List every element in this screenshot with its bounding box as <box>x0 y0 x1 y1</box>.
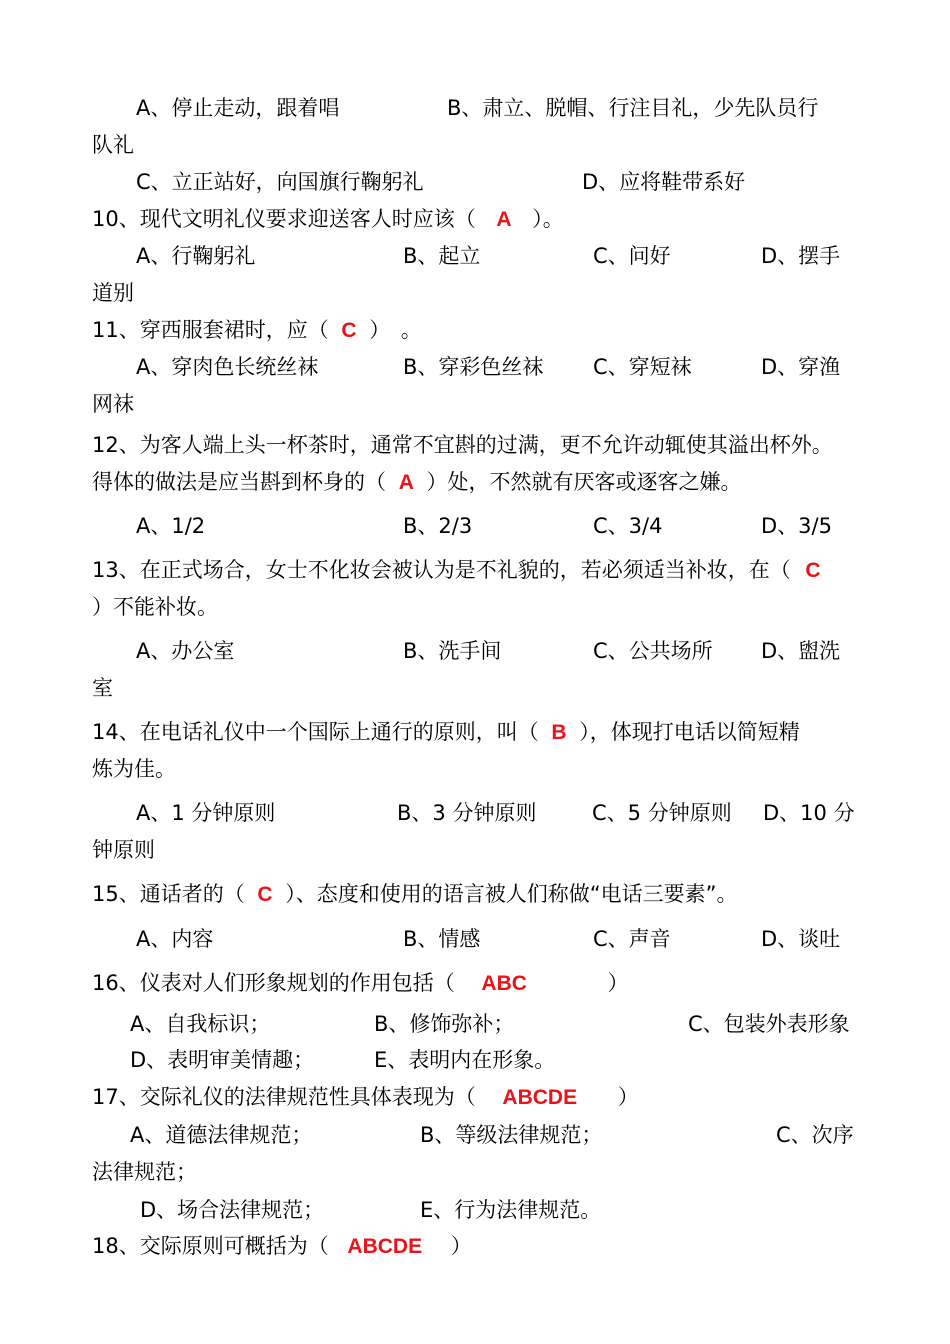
q17-stem-prefix: 17、交际礼仪的法律规范性具体表现为（ <box>92 1085 476 1109</box>
q13-stem-line1 <box>92 556 821 585</box>
q17-option-e: E、行为法律规范。 <box>420 1198 602 1222</box>
q15-stem-prefix: 15、通话者的（ <box>92 882 245 906</box>
q13-option-d: D、盥洗 <box>761 639 841 663</box>
q15-stem-suffix: ）、态度和使用的语言被人们称做“电话三要素”。 <box>285 882 738 906</box>
q10-option-d: D、摆手 <box>761 244 841 268</box>
q16-option-b: B、修饰弥补； <box>374 1012 515 1036</box>
q13-answer: C <box>805 559 821 582</box>
q13-option-c: C、公共场所 <box>593 639 713 663</box>
q17-option-c: C、次序 <box>776 1123 854 1147</box>
q18-stem <box>92 1232 472 1261</box>
q13-stem-prefix: 13、在正式场合，女士不化妆会被认为是不礼貌的，若必须适当补妆，在（ <box>92 558 791 582</box>
q15-stem <box>92 880 738 909</box>
q10-stem <box>92 205 564 234</box>
q9-option-b-continued: 队礼 <box>92 133 134 157</box>
q17-stem <box>92 1083 639 1112</box>
q14-answer: B <box>551 721 567 744</box>
q12-stem-suffix: ）处，不然就有厌客或逐客之嫌。 <box>426 470 742 494</box>
q18-stem-prefix: 18、交际原则可概括为（ <box>92 1234 329 1258</box>
q11-option-d: D、穿渔 <box>761 355 841 379</box>
q16-stem <box>92 969 629 998</box>
q10-option-c: C、问好 <box>593 244 671 268</box>
q9-option-c: C、立正站好，向国旗行鞠躬礼 <box>136 170 424 194</box>
q9-option-d: D、应将鞋带系好 <box>582 170 746 194</box>
q16-option-a: A、自我标识； <box>130 1012 271 1036</box>
q17-answer: ABCDE <box>502 1086 578 1109</box>
q12-option-d: D、3/5 <box>761 514 832 538</box>
q16-answer: ABC <box>481 972 527 995</box>
q11-stem <box>92 316 422 345</box>
q14-option-d: D、10 分 <box>763 801 855 825</box>
q15-option-c: C、声音 <box>593 927 671 951</box>
q13-option-b: B、洗手间 <box>403 639 502 663</box>
q14-stem-prefix: 14、在电话礼仪中一个国际上通行的原则，叫（ <box>92 720 539 744</box>
q18-answer: ABCDE <box>347 1235 423 1258</box>
q14-option-c: C、5 分钟原则 <box>592 801 732 825</box>
q11-stem-prefix: 11、穿西服套裙时，应（ <box>92 318 329 342</box>
q12-stem-line1: 12、为客人端上头一杯茶时，通常不宜斟的过满，更不允许动辄使其溢出杯外。 <box>92 433 833 457</box>
q16-option-c: C、包装外表形象 <box>688 1012 850 1036</box>
q13-option-d-continued: 室 <box>92 676 113 700</box>
q11-option-c: C、穿短袜 <box>593 355 692 379</box>
q11-option-b: B、穿彩色丝袜 <box>403 355 544 379</box>
q15-option-a: A、内容 <box>136 927 214 951</box>
q12-option-b: B、2/3 <box>403 514 473 538</box>
q17-option-c-continued: 法律规范； <box>92 1160 197 1184</box>
q15-answer: C <box>257 883 273 906</box>
q14-option-b: B、3 分钟原则 <box>397 801 537 825</box>
q14-stem-line2: 炼为佳。 <box>92 757 176 781</box>
q11-answer: C <box>341 319 357 342</box>
q18-stem-suffix: ） <box>450 1234 472 1258</box>
q17-stem-suffix: ） <box>617 1085 639 1109</box>
q16-stem-prefix: 16、仪表对人们形象规划的作用包括（ <box>92 971 455 995</box>
q12-stem-line2 <box>92 468 742 497</box>
q16-option-d: D、表明审美情趣； <box>130 1048 315 1072</box>
q14-option-d-continued: 钟原则 <box>92 838 155 862</box>
q11-stem-suffix: ） 。 <box>369 318 422 342</box>
q17-option-a: A、道德法律规范； <box>130 1123 313 1147</box>
q9-option-a: A、停止走动，跟着唱 <box>136 96 340 120</box>
q10-option-b: B、起立 <box>403 244 481 268</box>
q10-answer: A <box>496 208 512 231</box>
q14-stem-suffix: ），体现打电话以简短精 <box>579 720 800 744</box>
q14-stem-line1 <box>92 718 800 747</box>
q12-option-a: A、1/2 <box>136 514 206 538</box>
q13-option-a: A、办公室 <box>136 639 235 663</box>
q14-option-a: A、1 分钟原则 <box>136 801 276 825</box>
q11-option-a: A、穿肉色长统丝袜 <box>136 355 319 379</box>
q10-option-a: A、行鞠躬礼 <box>136 244 256 268</box>
q17-option-b: B、等级法律规范； <box>420 1123 603 1147</box>
q11-option-d-continued: 网袜 <box>92 392 134 416</box>
q10-option-d-continued: 道别 <box>92 281 134 305</box>
q12-option-c: C、3/4 <box>593 514 663 538</box>
q15-option-b: B、情感 <box>403 927 481 951</box>
q10-stem-suffix: ）。 <box>532 207 564 231</box>
q15-option-d: D、谈吐 <box>761 927 841 951</box>
q10-stem-prefix: 10、现代文明礼仪要求迎送客人时应该（ <box>92 207 476 231</box>
q17-option-d: D、场合法律规范； <box>140 1198 325 1222</box>
q12-answer: A <box>398 471 414 494</box>
q12-stem-prefix: 得体的做法是应当斟到杯身的（ <box>92 470 386 494</box>
q9-option-b: B、肃立、脱帽、行注目礼，少先队员行 <box>447 96 819 120</box>
q16-option-e: E、表明内在形象。 <box>374 1048 556 1072</box>
q16-stem-suffix: ） <box>607 971 629 995</box>
q13-stem-line2: ）不能补妆。 <box>92 595 218 619</box>
